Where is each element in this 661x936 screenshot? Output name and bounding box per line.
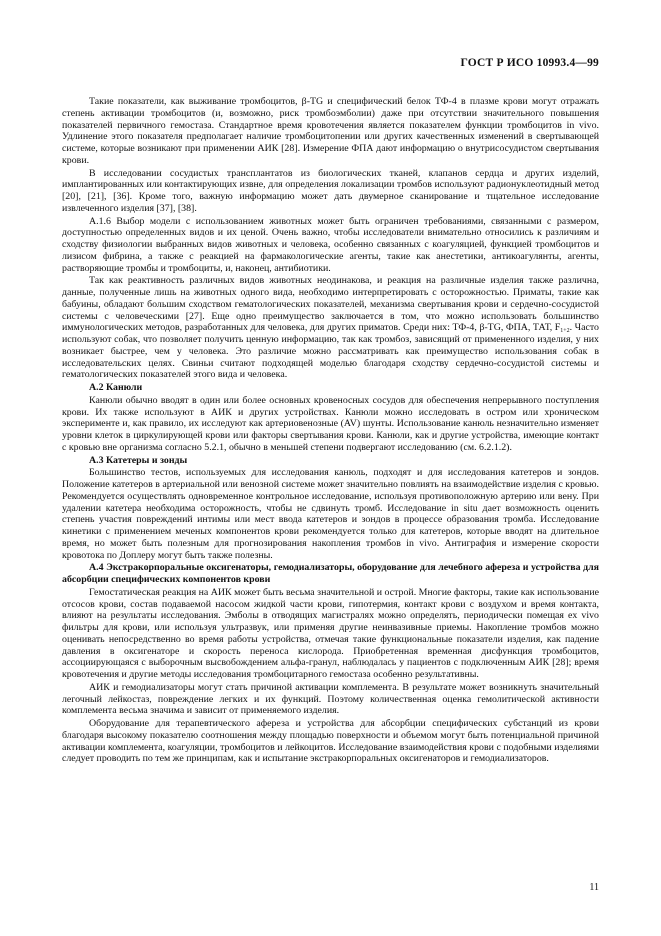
paragraph-text: . Часто используют собак, что позволяет получить ценную информацию, так как тромбоз, зависящий от примененного изделия, у них возникает быстрее, чем у человека. Это различие можно рассматривать как преимущество использования собак в исследовательских целях. Свиньи считают подходящей моделью благодаря сходству сердечно-сосудистой системы и гематологических показателей этого вида и человека. — [62, 322, 599, 381]
paragraph: А.1.6 Выбор модели с использованием животных может быть ограничен требованиями, связанными с размером, доступностью определенных видов и их ценой. Очень важно, чтобы исследователи внимательно относились к различиям и сходству физиологии выбранных видов животных и человека, особенно связанных с коагуляцией, функцией тромбоцитов и лизисом фибрина, а также с реакцией на фармакологические агенты, такие как анестетики, антикоагулянты, агенты, растворяющие тромбы и тромбоциты, и, наконец, антибиотики. — [62, 215, 599, 274]
paragraph: АИК и гемодиализаторы могут стать причиной активации комплемента. В результате может возникнуть значительный легочный лейкостаз, повреждение легких и их функций. Поэтому количественная оценка гемолитической активности комплемента весьма значима и зависит от применяемого изделия. — [62, 681, 599, 717]
paragraph: Оборудование для терапевтического афереза и устройства для абсорбции специфических субстанций из крови благодаря высокому показателю соотношения между площадью поверхности и объемом могут быть потенциальной причиной активации комплемента, коагуляции, тромбоцитов и лейкоцитов. Исследование взаимодействия крови с подобными изделиями следует проводить по тем же принципам, как и испытание экстракорпоральных оксигенаторов и гемодиализаторов. — [62, 718, 599, 765]
paragraph: Большинство тестов, используемых для исследования канюль, подходят и для исследования катетеров и зондов. Положение катетеров в артериальной или венозной системе может значительно повлиять на взаимодействие изделия с кровью. Рекомендуется осуществлять одновременное контрольное исследование, используя противоположную артерию или вену. При удалении катетера необходима осторожность, чтобы не сдвинуть тромб. Исследование in situ дает возможность оценить степень участия повреждений интимы или мест ввода катетеров и зондов в процессе образования тромба. Исследование кинетики с применением меченых компонентов крови рекомендуется только для катетеров, которые вводят на длительное время, но может быть полезным для прогнозирования накопления тромбов in vivo. Антиграфия и измерение скорости кровотока по Доплеру могут быть также полезны. — [62, 467, 599, 561]
paragraph — [62, 275, 599, 381]
paragraph: Гемостатическая реакция на АИК может быть весьма значительной и острой. Многие факторы, такие как использование отсосов крови, состав подаваемой насосом жидкой части крови, гипотермия, контакт крови с воздухом и время контакта, влияют на результаты исследования. Эмболы в отводящих магистралях можно определять, периодически помещая ex vivo фильтры для крови, или используя ультразвук, или применяя другие неинвазивные приемы. Накопление тромбов можно оценивать непосредственно во время работы устройства, отмечая такие функциональные показатели изделия, как падение давления в оксигенаторе и скорость переноса кислорода. Приобретенная временная дисфункция тромбоцитов, ассоциирующаяся с выборочным высвобождением альфа-гранул, наблюдалась у пациентов с подключенным АИК [28]; время кровотечения и другие методы исследования тромбоцитарного гемостаза особенно результативны. — [62, 586, 599, 680]
paragraph-text: Так как реактивность различных видов животных неодинакова, и реакция на различные изделия также различна, данные, полученные лишь на животных одного вида, необходимо интерпретировать с осторожностью. Приматы, такие как бабуины, обладают большим сходством гематологических показателей, механизма свертывания крови и сердечно-сосудистой системы с человеческими [27]. Еще одно преимущество заключается в том, что можно использовать большинство иммунологических методов, разработанных для человека, для других приматов. Среди них: ТФ-4, β-TG, ФПА, ТАТ, F — [62, 275, 599, 334]
paragraph: Канюли обычно вводят в один или более основных кровеносных сосудов для обеспечения непрерывного поступления крови. Их также используют в АИК и других устройствах. Канюли можно исследовать в остром или хроническом эксперименте и, как правило, их исследуют как артериовенозные (AV) шунты. Использование канюль незначительно изменяет уровни клеток в циркулирующей крови или факторы свертывания крови. Канюли, как и другие устройства, имеющие контакт с кровью вне организма согласно 5.2.1, обычно в меньшей степени подвергают исследованию (см. 6.2.1.2). — [62, 394, 599, 453]
section-heading-a2: А.2 Канюли — [89, 382, 143, 393]
paragraph: Такие показатели, как выживание тромбоцитов, β-TG и специфический белок ТФ-4 в плазме крови могут отражать степень активации тромбоцитов (и, возможно, риск тромбоэмболии) даже при отсутствии значительного повышения показателей первичного гемостаза. Стандартное время кровотечения является показателем функции тромбоцитов in vivo. Удлинение этого показателя предполагает наличие тромбоцитопении или других качественных изменений в свертывающей системе, которые возникают при применении АИК [28]. Измерение ФПА дают информацию о внутрисосудистом свертывания крови. — [62, 96, 599, 166]
subscript: 1+2 — [560, 328, 570, 335]
paragraph: В исследовании сосудистых трансплантатов из биологических тканей, клапанов сердца и других изделий, имплантированных или контактирующих извне, для определения локализации тромбов используют радионуклеотидный метод [20], [21], [36]. Кроме того, важную информацию может дать двумерное сканирование и тщательное исследование извлеченного изделия [37], [38]. — [62, 167, 599, 214]
section-heading-a3: А.3 Катетеры и зонды — [89, 454, 188, 466]
page-number: 11 — [589, 882, 599, 893]
document-body — [62, 96, 599, 766]
document-id: ГОСТ Р ИСО 10993.4—99 — [460, 57, 599, 69]
section-heading-a4: А.4 Экстракорпоральные оксигенаторы, гемодиализаторы, оборудование для лечебного афереза и устройства для абсорбции специфических компонентов крови — [62, 562, 599, 585]
